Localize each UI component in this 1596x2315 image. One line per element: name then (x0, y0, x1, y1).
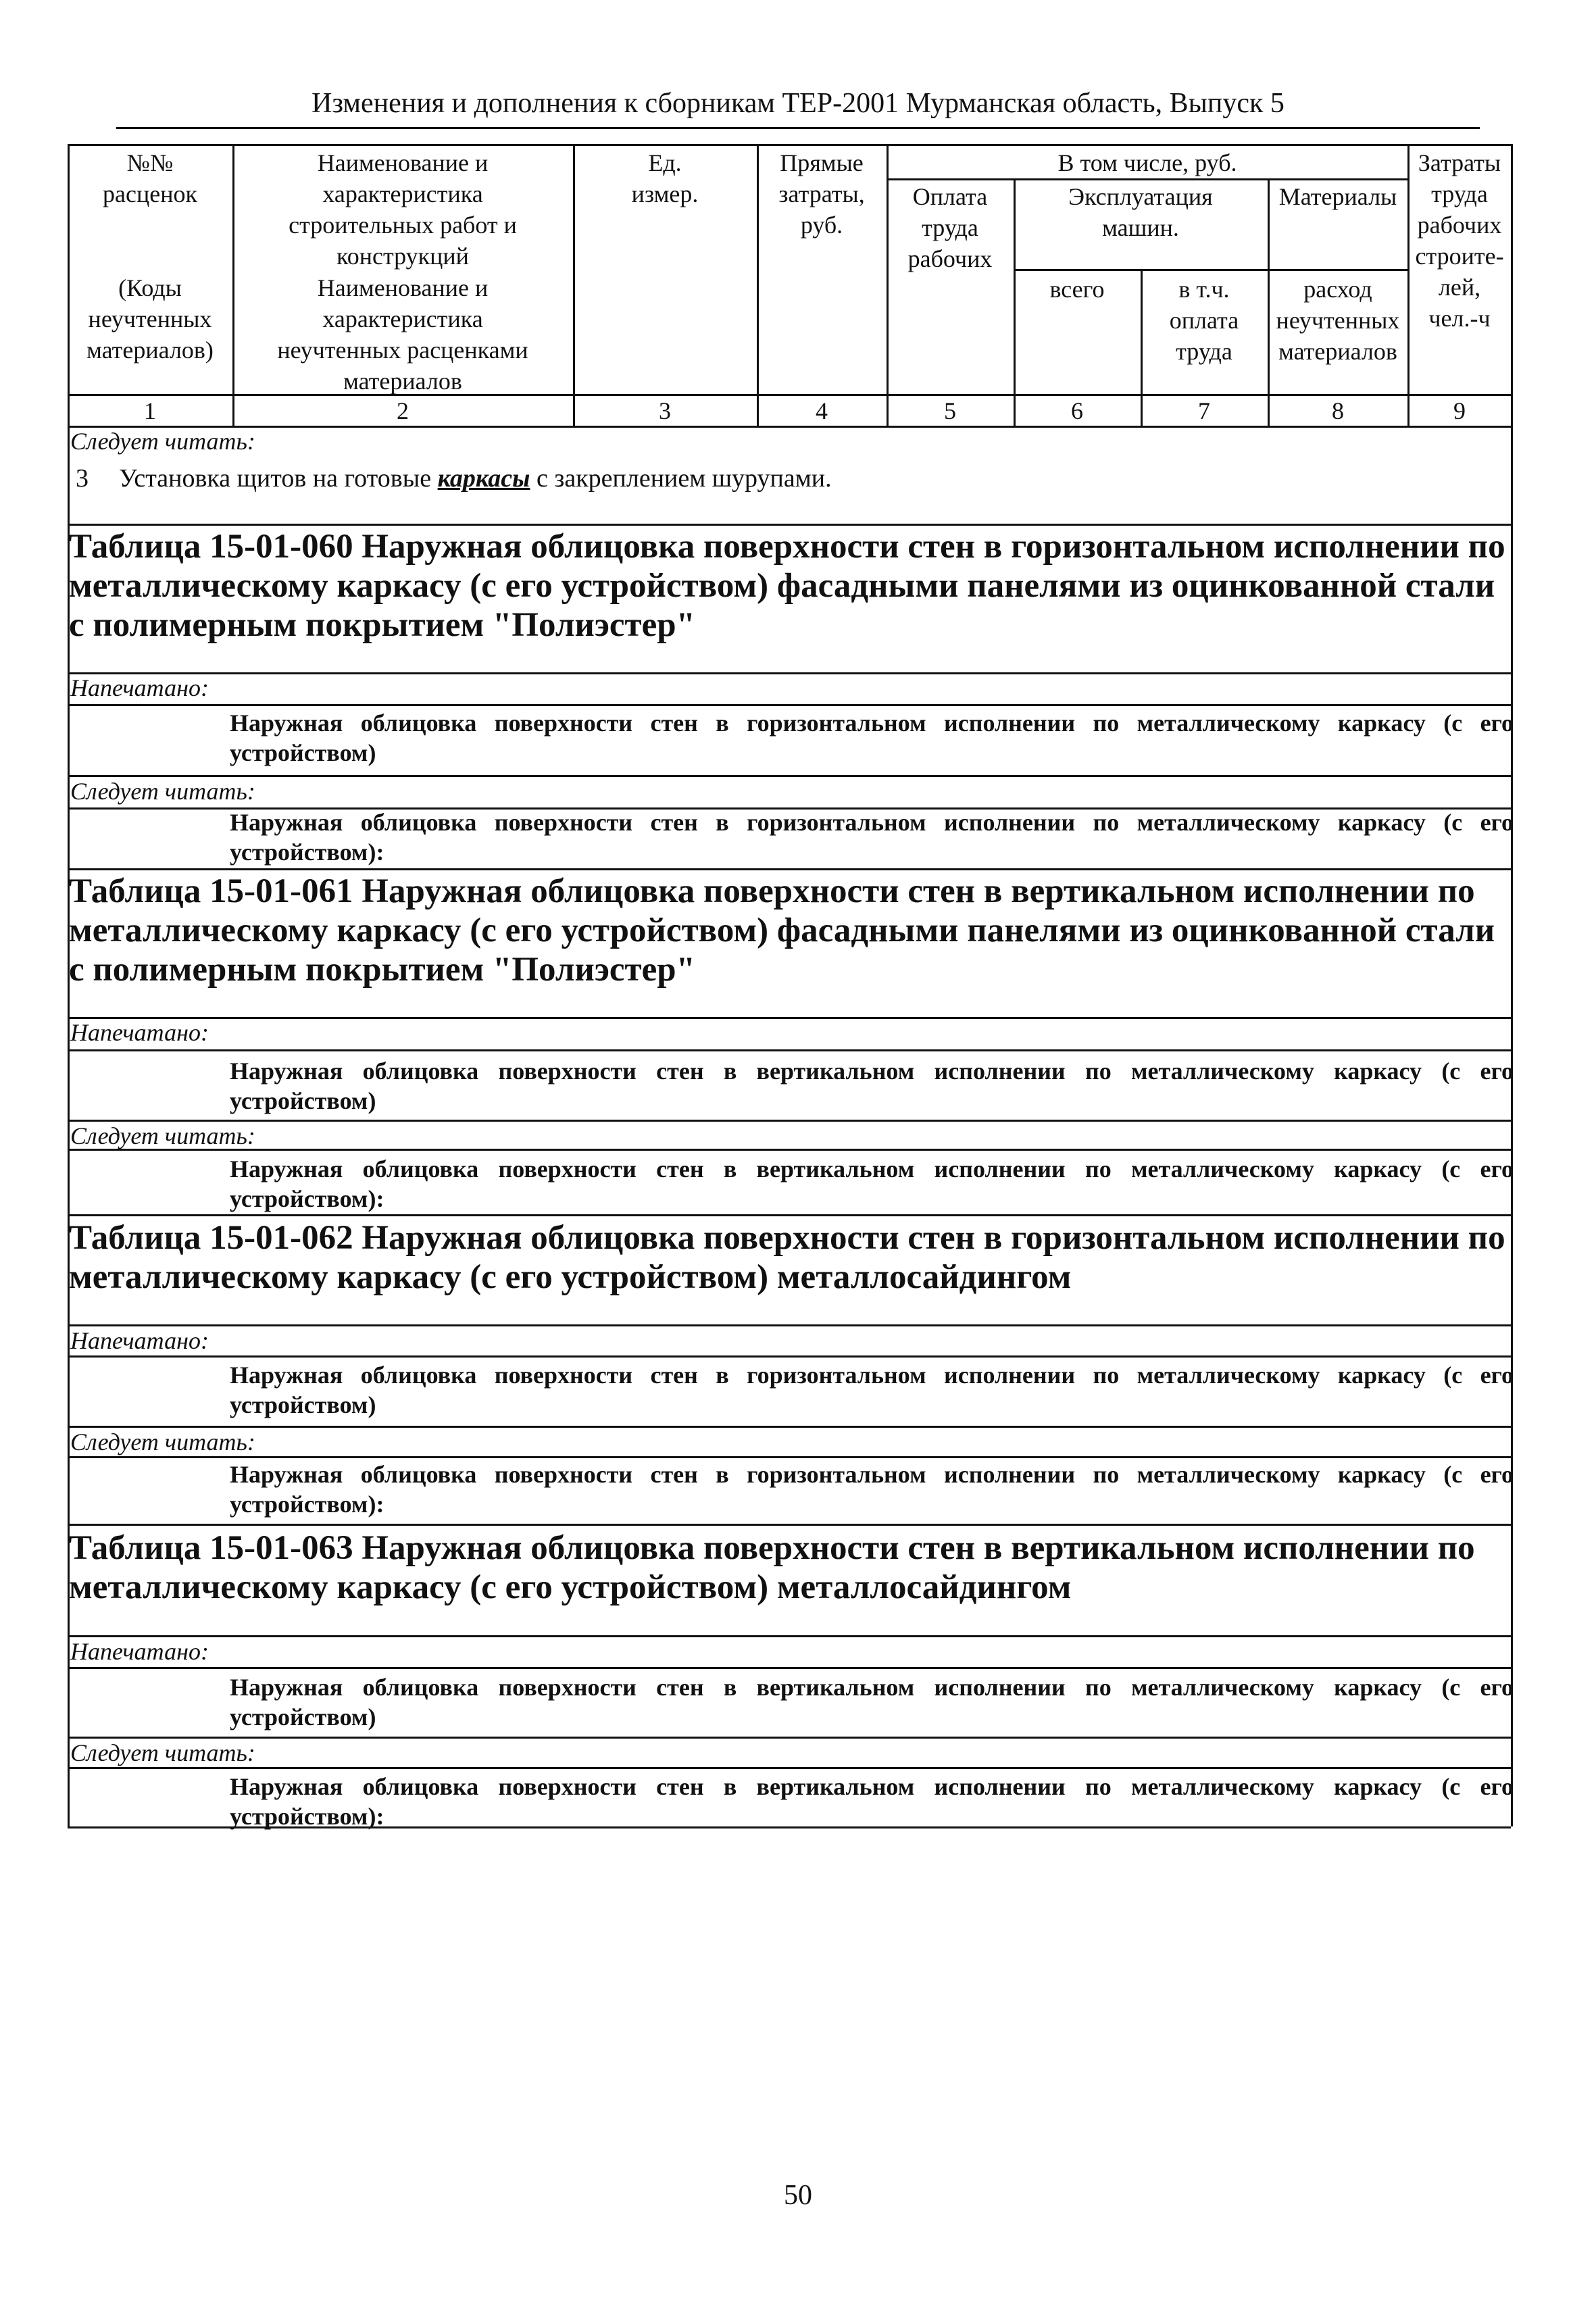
col4-header: Прямые затраты, руб. (778, 149, 865, 239)
printed-text: Наружная облицовка поверхности стен в вертикальном исполнении по металлическому каркасу (с его устройством) (230, 1674, 1514, 1731)
col8-subheader: расход неучтенных материалов (1276, 276, 1400, 365)
read-label: Следует читать: (70, 778, 255, 805)
read-text: Наружная облицовка поверхности стен в горизонтальном исполнении по металлическому каркасу (с его устройством): (230, 809, 1514, 866)
item-text (119, 464, 832, 493)
group-header: В том числе, руб. (1057, 149, 1237, 176)
col-number-1: 1 (144, 397, 156, 424)
read-text: Наружная облицовка поверхности стен в вертикальном исполнении по металлическому каркасу (с его устройством): (230, 1155, 1514, 1212)
printed-label: Напечатано: (70, 674, 209, 701)
col6-header: всего (1049, 276, 1105, 303)
col7-header: в т.ч. оплата труда (1169, 276, 1239, 365)
item-text-after: с закреплением шурупами. (530, 464, 832, 493)
page-number: 50 (784, 2180, 812, 2211)
read-label: Следует читать: (70, 1739, 255, 1766)
col-number-4: 4 (816, 397, 828, 424)
col67-header: Эксплуатация машин. (1068, 183, 1213, 241)
col5-header: Оплата труда рабочих (907, 183, 993, 272)
col-number-5: 5 (944, 397, 956, 424)
section-title: Таблица 15-01-062 Наружная облицовка поверхности стен в горизонтальном исполнении по металлическому каркасу (с его устройством) металлосайдингом (69, 1219, 1505, 1296)
col1-header: №№ расценок (103, 149, 197, 207)
read-text: Наружная облицовка поверхности стен в горизонтальном исполнении по металлическому каркасу (с его устройством): (230, 1461, 1514, 1518)
col8-header: Материалы (1278, 183, 1397, 210)
read-label: Следует читать: (70, 1428, 255, 1455)
page-header: Изменения и дополнения к сборникам ТЕР-2001 Мурманская область, Выпуск 5 (116, 80, 1480, 129)
read-label: Следует читать: (70, 1122, 255, 1149)
printed-text: Наружная облицовка поверхности стен в вертикальном исполнении по металлическому каркасу (с его устройством) (230, 1057, 1514, 1114)
read-text: Наружная облицовка поверхности стен в вертикальном исполнении по металлическому каркасу (с его устройством): (230, 1773, 1514, 1830)
section-title: Таблица 15-01-061 Наружная облицовка поверхности стен в вертикальном исполнении по металлическому каркасу (с его устройством) фасадными панелями из оцинкованной стали с полимерным покрытием "Полиэстер" (69, 872, 1495, 989)
col-number-2: 2 (397, 397, 409, 424)
printed-text: Наружная облицовка поверхности стен в горизонтальном исполнении по металлическому каркасу (с его устройством) (230, 1362, 1514, 1418)
item-text-before: Установка щитов на готовые (119, 464, 438, 493)
item-text-underlined: каркасы (437, 464, 530, 493)
col3-header: Ед. измер. (631, 149, 699, 207)
section-title: Таблица 15-01-060 Наружная облицовка поверхности стен в горизонтальном исполнении по металлическому каркасу (с его устройством) фасадными панелями из оцинкованной стали с полимерным покрытием "Полиэстер" (69, 528, 1505, 644)
section-title: Таблица 15-01-063 Наружная облицовка поверхности стен в вертикальном исполнении по металлическому каркасу (с его устройством) металлосайдингом (69, 1529, 1475, 1606)
printed-text: Наружная облицовка поверхности стен в горизонтальном исполнении по металлическому каркасу (с его устройством) (230, 710, 1514, 766)
read-label: Следует читать: (70, 428, 255, 455)
col-number-8: 8 (1332, 397, 1344, 424)
col2-header: Наименование и характеристика строительных работ и конструкций (289, 149, 517, 270)
col9-header: Затраты труда рабочих строите- лей, чел.-ч (1415, 149, 1504, 332)
col-number-7: 7 (1198, 397, 1210, 424)
col2-subheader: Наименование и характеристика неучтенных расценками материалов (277, 274, 528, 395)
printed-label: Напечатано: (70, 1019, 209, 1046)
item-number: 3 (76, 464, 89, 493)
col-number-6: 6 (1071, 397, 1083, 424)
col-number-9: 9 (1453, 397, 1466, 424)
col1-subheader: (Коды неучтенных материалов) (86, 274, 214, 364)
col-number-3: 3 (659, 397, 671, 424)
printed-label: Напечатано: (70, 1638, 209, 1665)
printed-label: Напечатано: (70, 1327, 209, 1354)
